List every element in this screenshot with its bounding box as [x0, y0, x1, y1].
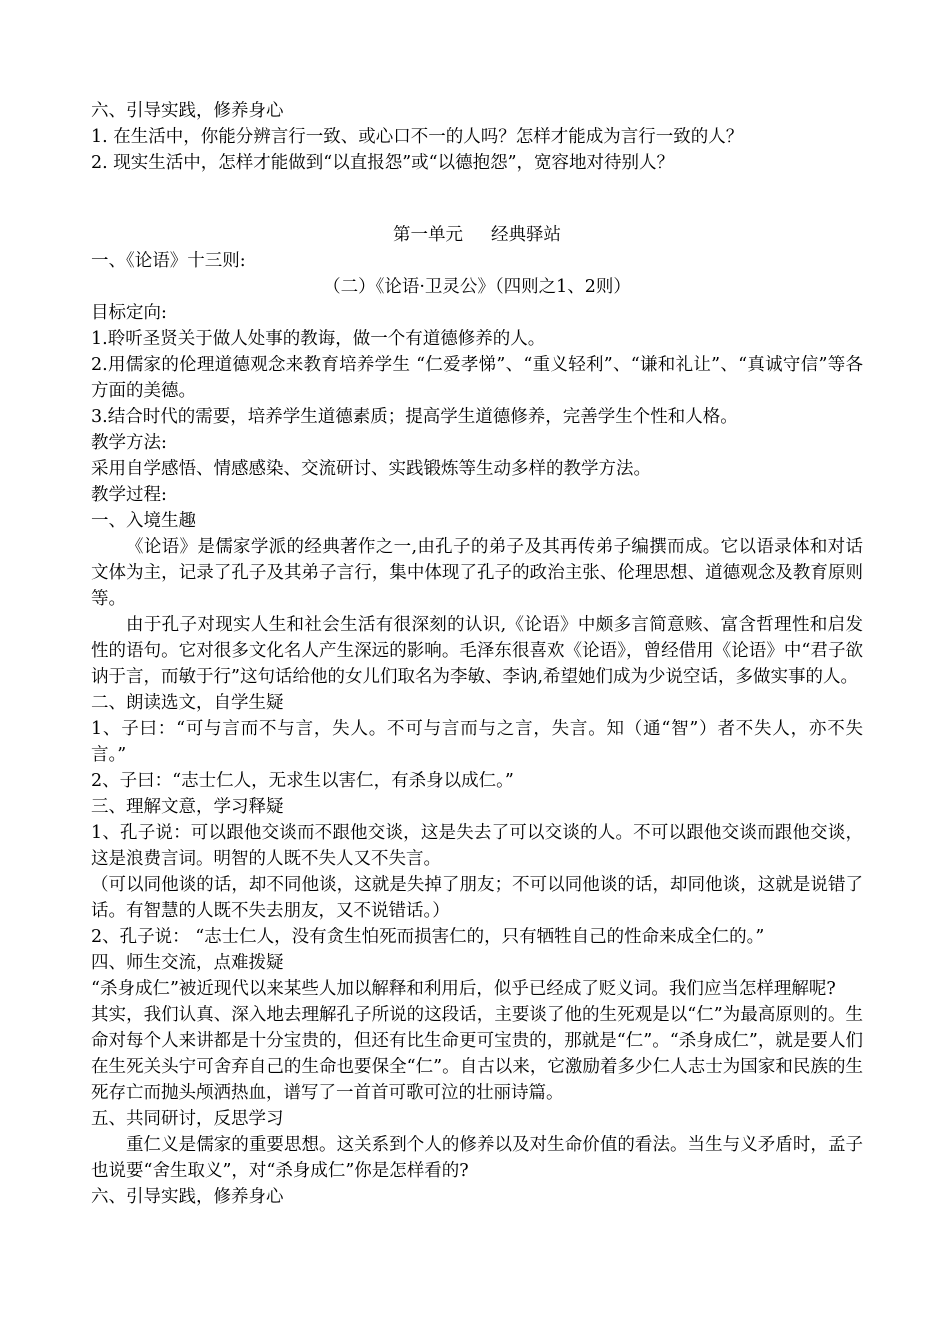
step-2-line-2: 2、子曰：“志士仁人，无求生以害仁，有杀身以成仁。”	[91, 771, 514, 791]
step-3-heading: 三、理解文意，学习释疑	[91, 797, 284, 817]
unit-number: 第一单元	[393, 225, 463, 245]
step-2-heading: 二、朗读选文，自学生疑	[91, 693, 284, 713]
methods-heading: 教学方法:	[91, 433, 167, 453]
step-4-heading: 四、师生交流，点难拨疑	[91, 953, 284, 973]
step-4-paragraph-2: 其实，我们认真、深入地去理解孔子所说的这段话，主要谈了他的生死观是以“仁”为最高原则的。生命对每个人来讲都是十分宝贵的，但还有比生命更可宝贵的，那就是“仁”。“杀身成仁”，就是要人们在生死关头宁可舍弃自己的生命也要保全“仁”。自古以来，它激励着多少仁人志士为国家和民族的生死存亡而抛头颅洒热血，谱写了一首首可歌可泣的壮丽诗篇。	[91, 1005, 863, 1103]
step-4-paragraph-1: “杀身成仁”被近现代以来某些人加以解释和利用后，似乎已经成了贬义词。我们应当怎样理解呢?	[91, 979, 836, 999]
methods-text: 采用自学感悟、情感感染、交流研讨、实践锻炼等生动多样的教学方法。	[91, 459, 651, 479]
step-5-heading: 五、共同研讨，反思学习	[91, 1109, 284, 1129]
step-6-heading: 六、引导实践，修养身心	[91, 1187, 284, 1207]
goal-3: 3.结合时代的需要，培养学生道德素质；提高学生道德修养，完善学生个性和人格。	[91, 407, 738, 427]
step-2-line-1: 1、子曰：“可与言而不与言，失人。不可与言而与之言，失言。知（通“智”）者不失人，亦不失言。”	[91, 719, 863, 765]
step-5-paragraph-1: 重仁义是儒家的重要思想。这关系到个人的修养以及对生命价值的看法。当生与义矛盾时，孟子也说要“舍生取义”，对“杀身成仁”你是怎样看的?	[91, 1135, 863, 1181]
practice-heading-top: 六、引导实践，修养身心	[91, 101, 284, 121]
goals-heading: 目标定向:	[91, 303, 167, 323]
unit-title	[91, 222, 863, 248]
step-1-heading: 一、入境生趣	[91, 511, 196, 531]
practice-question-2: 2. 现实生活中，怎样才能做到“以直报怨”或“以德抱怨”，宽容地对待别人？	[91, 153, 675, 173]
step-1-paragraph-2: 由于孔子对现实人生和社会生活有很深刻的认识,《论语》中颇多言简意赅、富含哲理性和启发性的语句。它对很多文化名人产生深远的影响。毛泽东很喜欢《论语》，曾经借用《论语》中“君子欲讷于言，而敏于行”这句话给他的女儿们取名为李敏、李讷,希望她们成为少说空话，多做实事的人。	[91, 615, 863, 687]
step-3-line-3: 2、孔子说： “志士仁人，没有贪生怕死而损害仁的，只有牺牲自己的性命来成全仁的。”	[91, 927, 765, 947]
goal-2: 2.用儒家的伦理道德观念来教育培养学生 “仁爱孝悌”、“重义轻利”、“谦和礼让”、“真诚守信”等各方面的美德。	[91, 355, 863, 401]
section-title: （二）《论语·卫灵公》（四则之1、2则）	[323, 277, 631, 297]
practice-question-1: 1. 在生活中，你能分辨言行一致、或心口不一的人吗？怎样才能成为言行一致的人？	[91, 127, 744, 147]
step-1-paragraph-1: 《论语》是儒家学派的经典著作之一,由孔子的弟子及其再传弟子编撰而成。它以语录体和对话文体为主，记录了孔子及其弟子言行，集中体现了孔子的政治主张、伦理思想、道德观念及教育原则等。	[91, 537, 863, 609]
unit-name: 经典驿站	[491, 225, 561, 245]
step-3-line-2: （可以同他谈的话，却不同他谈，这就是失掉了朋友；不可以同他谈的话，却同他谈，这就是说错了话。有智慧的人既不失去朋友，又不说错话。）	[91, 875, 863, 921]
goal-1: 1.聆听圣贤关于做人处事的教诲，做一个有道德修养的人。	[91, 329, 546, 349]
process-heading: 教学过程:	[91, 485, 167, 505]
spacer	[91, 176, 863, 220]
document-page	[91, 98, 863, 1210]
lunyu-heading: 一、《论语》十三则:	[91, 251, 246, 271]
step-3-line-1: 1、孔子说：可以跟他交谈而不跟他交谈，这是失去了可以交谈的人。不可以跟他交谈而跟他交谈，这是浪费言词。明智的人既不失人又不失言。	[91, 823, 863, 869]
